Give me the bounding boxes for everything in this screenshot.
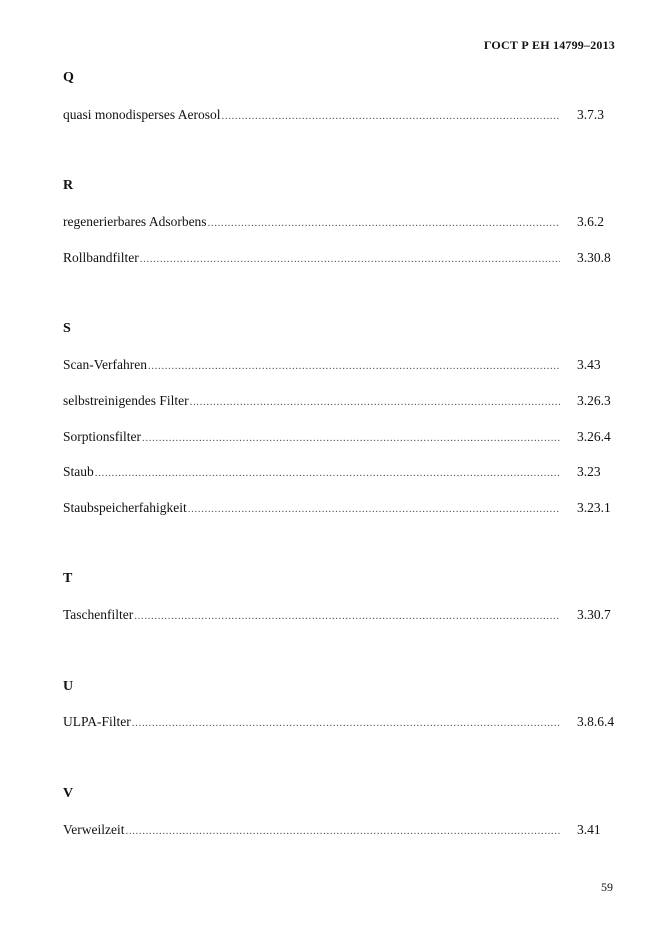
section-letter-t: T — [63, 571, 73, 586]
index-entry — [63, 714, 560, 731]
entry-term: ULPA-Filter — [63, 714, 131, 729]
entry-ref: 3.26.3 — [577, 393, 611, 408]
entry-term: Verweilzeit — [63, 822, 125, 837]
entry-ref: 3.41 — [577, 822, 601, 837]
index-entry — [63, 822, 560, 839]
section-letter-q: Q — [63, 70, 74, 85]
section-letter-u: U — [63, 679, 74, 694]
dot-leader — [208, 215, 560, 231]
index-entry — [63, 607, 560, 624]
index-entry — [63, 107, 560, 124]
index-entry — [63, 214, 560, 231]
entry-ref: 3.43 — [577, 357, 601, 372]
page-number: 59 — [601, 880, 613, 894]
entry-ref: 3.8.6.4 — [577, 714, 615, 729]
entry-term: regenerierbares Adsorbens — [63, 214, 207, 229]
section-letter-r: R — [63, 178, 74, 193]
entry-term: Staub — [63, 464, 94, 479]
index-entry — [63, 393, 560, 410]
entry-ref: 3.6.2 — [577, 214, 604, 229]
entry-term: Taschenfilter — [63, 607, 134, 622]
dot-leader — [132, 715, 560, 731]
dot-leader — [188, 501, 560, 517]
dot-leader — [134, 608, 560, 624]
section-letter-v: V — [63, 786, 74, 801]
section-letter-s: S — [63, 321, 71, 336]
entry-ref: 3.23 — [577, 464, 601, 479]
entry-ref: 3.30.7 — [577, 607, 611, 622]
entry-ref: 3.23.1 — [577, 500, 611, 515]
entry-term: Staubspeicherfahigkeit — [63, 500, 187, 515]
entry-term: Rollbandfilter — [63, 250, 139, 265]
index-entry — [63, 250, 560, 267]
index-entry — [63, 357, 560, 374]
dot-leader — [148, 358, 560, 374]
dot-leader — [190, 394, 560, 410]
entry-term: selbstreinigendes Filter — [63, 393, 189, 408]
entry-term: Sorptionsfilter — [63, 429, 141, 444]
entry-ref: 3.30.8 — [577, 250, 611, 265]
dot-leader — [140, 251, 560, 267]
index-entry — [63, 500, 560, 517]
entry-term: Scan-Verfahren — [63, 357, 147, 372]
entry-term: quasi monodisperses Aerosol — [63, 107, 221, 122]
dot-leader — [142, 430, 560, 446]
dot-leader — [95, 465, 560, 481]
dot-leader — [222, 108, 561, 124]
index-entry — [63, 429, 560, 446]
entry-ref: 3.7.3 — [577, 107, 604, 122]
entry-ref: 3.26.4 — [577, 429, 611, 444]
page-header: ГОСТ Р ЕН 14799–2013 — [483, 38, 615, 52]
index-entry — [63, 464, 560, 481]
dot-leader — [125, 823, 560, 839]
